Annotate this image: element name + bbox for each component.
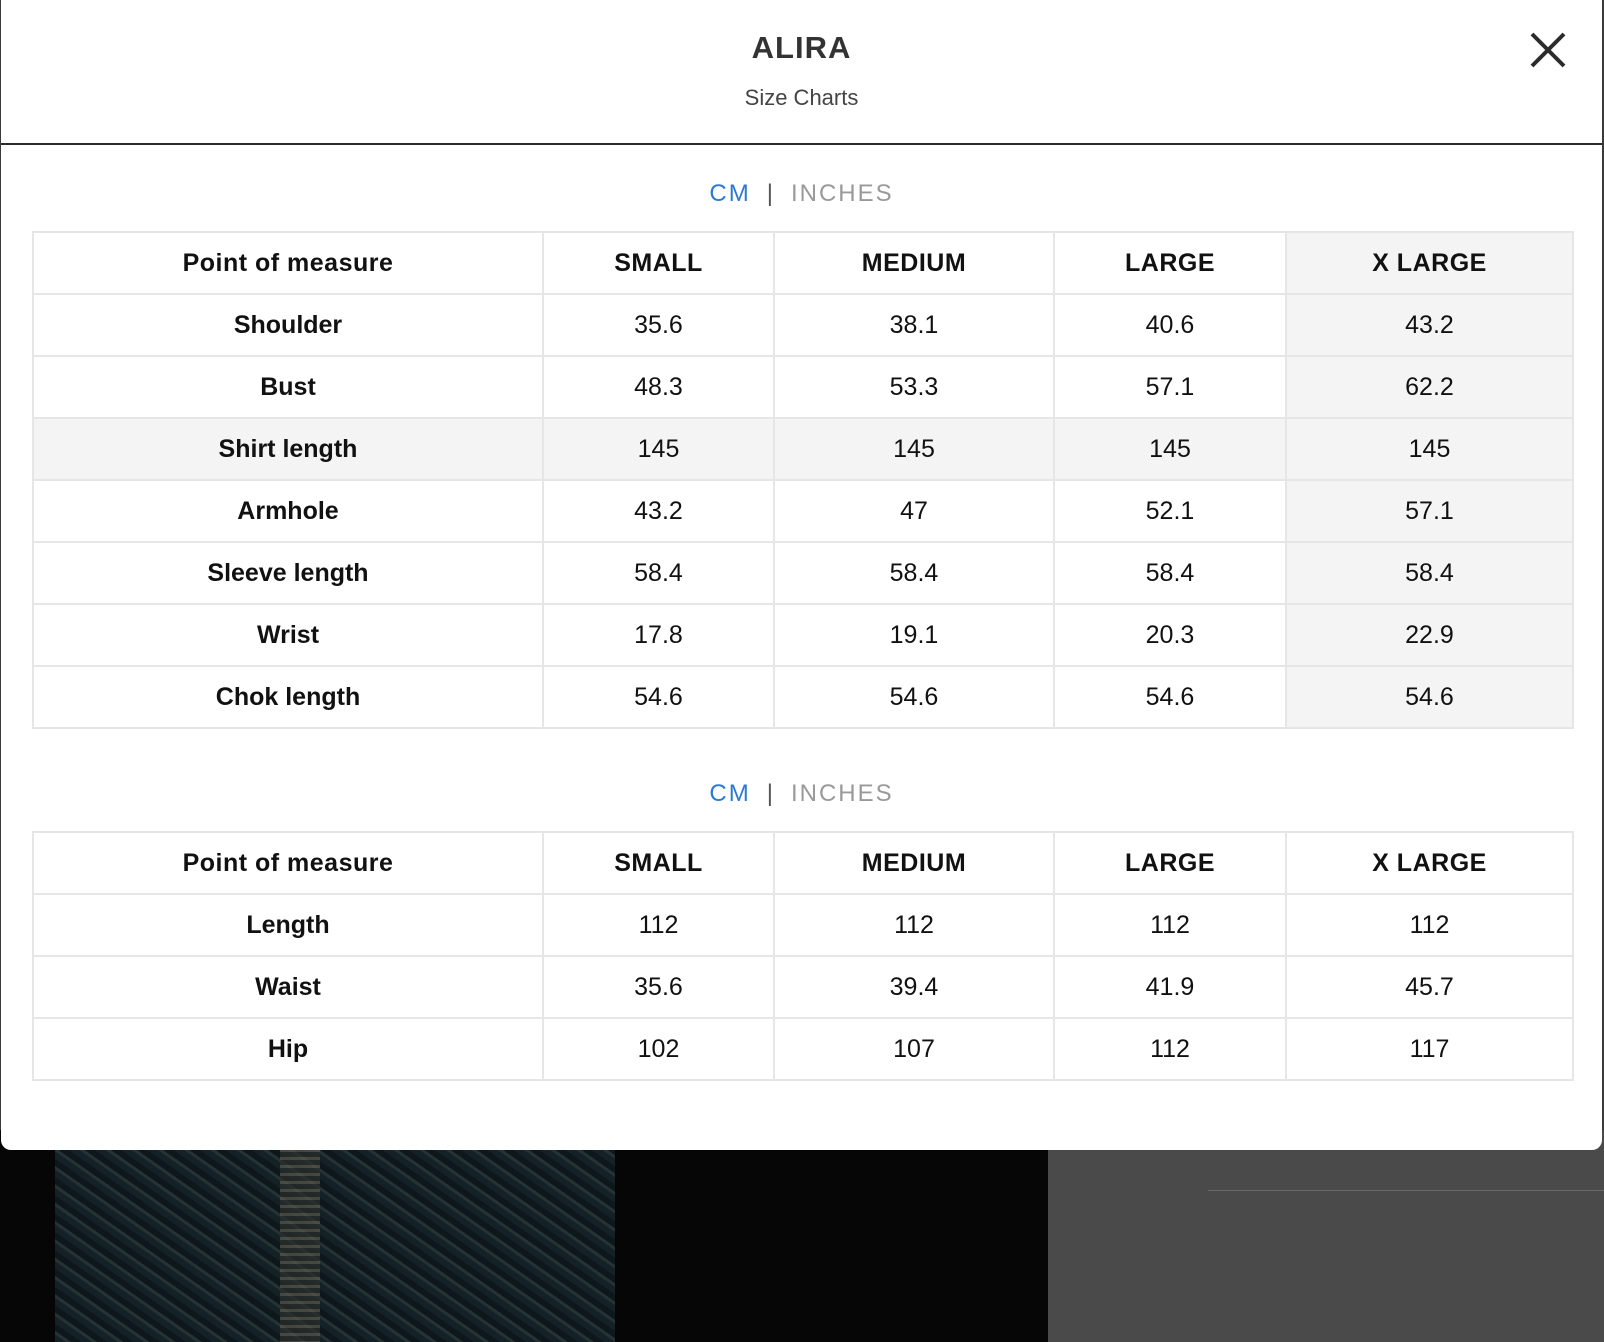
table-row <box>33 894 1573 956</box>
unit-inches-button[interactable]: INCHES <box>790 780 894 807</box>
table-row <box>33 294 1573 356</box>
unit-separator: | <box>766 180 775 207</box>
size-value: 58.4 <box>1286 542 1573 604</box>
table-row <box>33 956 1573 1018</box>
size-value: 117 <box>1286 1018 1573 1080</box>
modal-title: ALIRA <box>751 30 852 65</box>
measure-label: Sleeve length <box>33 542 543 604</box>
size-value: 58.4 <box>1054 542 1286 604</box>
measure-label: Hip <box>33 1018 543 1080</box>
background-divider <box>1208 1190 1604 1191</box>
measure-label: Wrist <box>33 604 543 666</box>
size-value: 20.3 <box>1054 604 1286 666</box>
size-value: 112 <box>543 894 774 956</box>
unit-toggle-top <box>1 174 1602 214</box>
table-row <box>33 418 1573 480</box>
size-value: 102 <box>543 1018 774 1080</box>
table-row <box>33 542 1573 604</box>
size-table-bottom <box>32 831 1574 1081</box>
size-value: 58.4 <box>774 542 1054 604</box>
size-value: 47 <box>774 480 1054 542</box>
size-value: 54.6 <box>543 666 774 728</box>
header-small: SMALL <box>543 232 774 294</box>
size-value: 41.9 <box>1054 956 1286 1018</box>
header-point-of-measure: Point of measure <box>33 232 543 294</box>
table-row <box>33 480 1573 542</box>
close-button[interactable] <box>1526 28 1570 72</box>
size-value: 17.8 <box>543 604 774 666</box>
size-value: 43.2 <box>1286 294 1573 356</box>
size-value: 112 <box>1286 894 1573 956</box>
table-row <box>33 1018 1573 1080</box>
size-value: 22.9 <box>1286 604 1573 666</box>
size-value: 107 <box>774 1018 1054 1080</box>
size-value: 19.1 <box>774 604 1054 666</box>
size-value: 39.4 <box>774 956 1054 1018</box>
size-value: 35.6 <box>543 294 774 356</box>
size-chart-modal <box>1 0 1602 1150</box>
table-row <box>33 604 1573 666</box>
unit-cm-button[interactable]: CM <box>709 780 751 807</box>
measure-label: Shoulder <box>33 294 543 356</box>
unit-cm-button[interactable]: CM <box>709 180 751 207</box>
size-value: 54.6 <box>1054 666 1286 728</box>
background-garment-trim <box>280 1130 320 1342</box>
unit-toggle-bottom <box>1 774 1602 814</box>
header-large: LARGE <box>1054 232 1286 294</box>
background-garment-embroidery <box>55 1130 615 1342</box>
size-value: 53.3 <box>774 356 1054 418</box>
size-value: 57.1 <box>1286 480 1573 542</box>
modal-header <box>1 0 1602 145</box>
size-value: 145 <box>543 418 774 480</box>
header-small: SMALL <box>543 832 774 894</box>
header-point-of-measure: Point of measure <box>33 832 543 894</box>
background-product-details <box>1048 1130 1604 1342</box>
table-row <box>33 666 1573 728</box>
unit-separator: | <box>766 780 775 807</box>
size-value: 62.2 <box>1286 356 1573 418</box>
background-product-image <box>0 1130 1048 1342</box>
measure-label: Armhole <box>33 480 543 542</box>
size-value: 58.4 <box>543 542 774 604</box>
measure-label: Bust <box>33 356 543 418</box>
size-value: 112 <box>1054 894 1286 956</box>
size-value: 145 <box>1054 418 1286 480</box>
table-row <box>33 356 1573 418</box>
size-value: 54.6 <box>1286 666 1573 728</box>
measure-label: Waist <box>33 956 543 1018</box>
size-value: 43.2 <box>543 480 774 542</box>
header-medium: MEDIUM <box>774 232 1054 294</box>
size-value: 145 <box>774 418 1054 480</box>
header-x-large: X LARGE <box>1286 832 1573 894</box>
size-value: 145 <box>1286 418 1573 480</box>
measure-label: Shirt length <box>33 418 543 480</box>
size-value: 48.3 <box>543 356 774 418</box>
size-value: 57.1 <box>1054 356 1286 418</box>
measure-label: Chok length <box>33 666 543 728</box>
size-value: 54.6 <box>774 666 1054 728</box>
size-value: 112 <box>1054 1018 1286 1080</box>
header-medium: MEDIUM <box>774 832 1054 894</box>
table-header-row <box>33 832 1573 894</box>
modal-subtitle: Size Charts <box>744 85 859 110</box>
unit-inches-button[interactable]: INCHES <box>790 180 894 207</box>
size-value: 112 <box>774 894 1054 956</box>
measure-label: Length <box>33 894 543 956</box>
header-large: LARGE <box>1054 832 1286 894</box>
size-value: 35.6 <box>543 956 774 1018</box>
header-x-large: X LARGE <box>1286 232 1573 294</box>
size-value: 45.7 <box>1286 956 1573 1018</box>
size-value: 52.1 <box>1054 480 1286 542</box>
close-icon <box>1526 28 1570 72</box>
size-table-top <box>32 231 1574 729</box>
table-header-row <box>33 232 1573 294</box>
size-value: 38.1 <box>774 294 1054 356</box>
size-value: 40.6 <box>1054 294 1286 356</box>
